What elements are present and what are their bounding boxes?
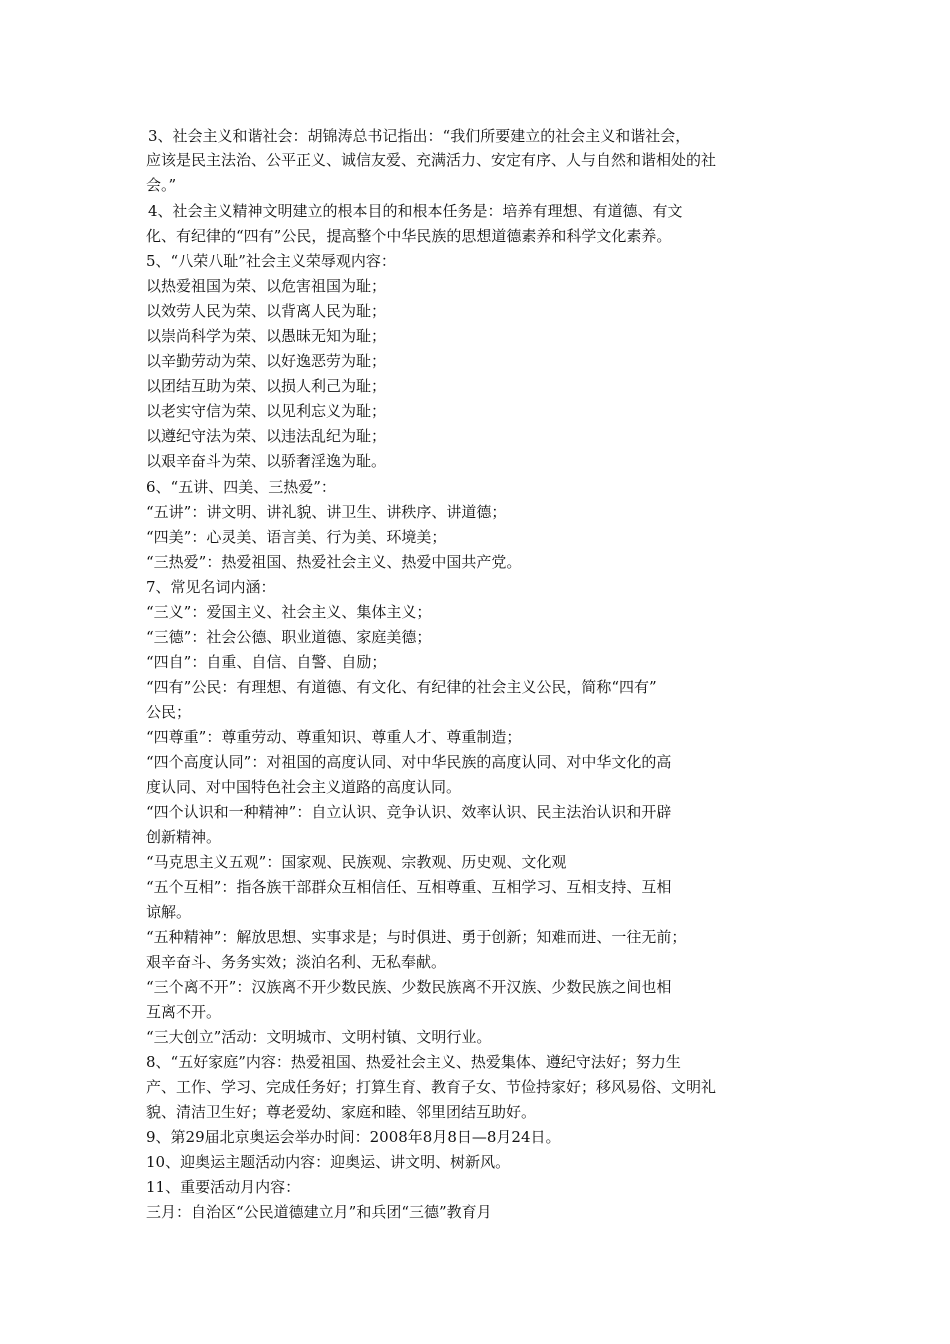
text-line: “四个高度认同”：对祖国的高度认同、对中华民族的高度认同、对中华文化的高 bbox=[146, 753, 672, 771]
text-line: 7、常见名词内涵： bbox=[146, 578, 276, 596]
text-line: 以辛勤劳动为荣、以好逸恶劳为耻； bbox=[146, 352, 387, 370]
text-line: 以遵纪守法为荣、以违法乱纪为耻； bbox=[146, 427, 387, 445]
text-line: “四尊重”：尊重劳动、尊重知识、尊重人才、尊重制造； bbox=[146, 728, 522, 746]
text-line: 以效劳人民为荣、以背离人民为耻； bbox=[146, 302, 387, 320]
text-line: “五个互相”：指各族干部群众互相信任、互相尊重、互相学习、互相支持、互相 bbox=[146, 878, 672, 896]
text-line: 产、工作、学习、完成任务好；打算生育、教育子女、节俭持家好；移风易俗、文明礼 bbox=[146, 1078, 717, 1096]
text-line: 以崇尚科学为荣、以愚昧无知为耻； bbox=[146, 327, 387, 345]
text-line: 以热爱祖国为荣、以危害祖国为耻； bbox=[146, 277, 387, 295]
text-line: “三热爱”：热爱祖国、热爱社会主义、热爱中国共产党。 bbox=[146, 553, 522, 571]
text-line: 以老实守信为荣、以见利忘义为耻； bbox=[146, 402, 387, 420]
text-line: 貌、清洁卫生好；尊老爱幼、家庭和睦、邻里团结互助好。 bbox=[146, 1103, 537, 1121]
text-line: 10、迎奥运主题活动内容：迎奥运、讲文明、树新风。 bbox=[146, 1153, 511, 1171]
text-line: “四有”公民：有理想、有道德、有文化、有纪律的社会主义公民，简称“四有” bbox=[146, 678, 657, 696]
text-line: 创新精神。 bbox=[146, 828, 222, 846]
text-line: 应该是民主法治、公平正义、诚信友爱、充满活力、安定有序、人与自然和谐相处的社 bbox=[146, 151, 717, 169]
text-line: 11、重要活动月内容： bbox=[146, 1178, 301, 1196]
text-line: 5、“八荣八耻”社会主义荣辱观内容： bbox=[146, 252, 396, 270]
text-line: “三大创立”活动：文明城市、文明村镇、文明行业。 bbox=[146, 1028, 492, 1046]
text-line: 会。” bbox=[146, 176, 177, 194]
text-line: “三个离不开”：汉族离不开少数民族、少数民族离不开汉族、少数民族之间也相 bbox=[146, 978, 672, 996]
text-line: 度认同、对中国特色社会主义道路的高度认同。 bbox=[146, 778, 462, 796]
text-line: “五讲”：讲文明、讲礼貌、讲卫生、讲秩序、讲道德； bbox=[146, 503, 507, 521]
text-line: 以团结互助为荣、以损人利己为耻； bbox=[146, 377, 387, 395]
text-line: 三月：自治区“公民道德建立月”和兵团“三德”教育月 bbox=[146, 1203, 492, 1221]
text-line: “马克思主义五观”：国家观、民族观、宗教观、历史观、文化观 bbox=[146, 853, 567, 871]
text-line: “四个认识和一种精神”：自立认识、竞争认识、效率认识、民主法治认识和开辟 bbox=[146, 803, 672, 821]
text-line: 公民； bbox=[146, 703, 192, 721]
text-line: 以艰辛奋斗为荣、以骄奢淫逸为耻。 bbox=[146, 452, 387, 470]
text-line: 化、有纪律的“四有”公民，提高整个中华民族的思想道德素养和科学文化素养。 bbox=[146, 227, 672, 245]
text-line: 艰辛奋斗、务务实效；淡泊名利、无私奉献。 bbox=[146, 953, 447, 971]
text-line: “三德”：社会公德、职业道德、家庭美德； bbox=[146, 628, 432, 646]
text-line: “四自”：自重、自信、自警、自励； bbox=[146, 653, 387, 671]
text-line: 9、第29届北京奥运会举办时间：2008年8月8日—8月24日。 bbox=[146, 1128, 561, 1146]
text-line: 8、“五好家庭”内容：热爱祖国、热爱社会主义、热爱集体、遵纪守法好；努力生 bbox=[146, 1053, 681, 1071]
text-line: 互离不开。 bbox=[146, 1003, 222, 1021]
text-line: 4、社会主义精神文明建立的根本目的和根本任务是：培养有理想、有道德、有文 bbox=[148, 202, 683, 220]
text-line: “三义”：爱国主义、社会主义、集体主义； bbox=[146, 603, 432, 621]
text-line: 谅解。 bbox=[146, 903, 192, 921]
text-line: “五种精神”：解放思想、实事求是；与时俱进、勇于创新；知难而进、一往无前； bbox=[146, 928, 687, 946]
text-line: 3、社会主义和谐社会：胡锦涛总书记指出：“我们所要建立的社会主义和谐社会， bbox=[148, 127, 691, 145]
text-line: 6、“五讲、四美、三热爱”： bbox=[146, 478, 336, 496]
text-line: “四美”：心灵美、语言美、行为美、环境美； bbox=[146, 528, 447, 546]
